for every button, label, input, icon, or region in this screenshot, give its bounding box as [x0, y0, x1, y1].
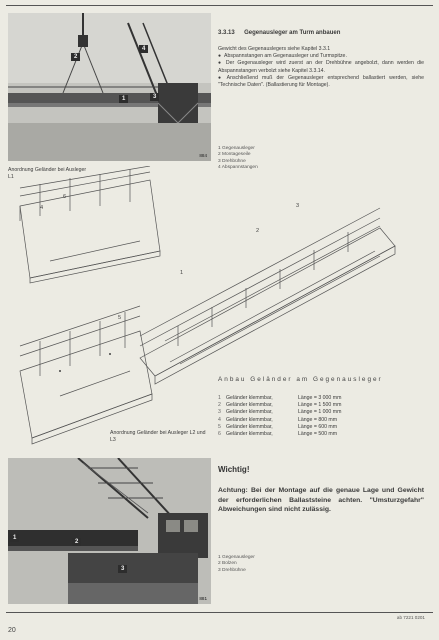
photo-id: 881: [199, 596, 207, 601]
photo-tag-2: 2: [71, 53, 80, 61]
legend-item: 2 Bolzen: [218, 561, 237, 567]
caption-l2-l3: Anordnung Geländer bei Ausleger L2 und L3: [110, 430, 206, 444]
section-bullet-2: ● Der Gegenausleger wird zuerst an der Drehbühne angebolzt, dann werden die Abspannstangen verbolzt siehe Kapitel 3.3.14.: [218, 60, 424, 74]
footer-ref: ab 7221 0201: [396, 615, 425, 620]
legend-item: 1 Gegenausleger: [218, 555, 255, 560]
bottom-rule: [6, 612, 433, 613]
section-number: 3.3.13: [218, 30, 235, 36]
photo-tag-1: 1: [119, 95, 128, 103]
photo-id: 884: [199, 153, 207, 158]
section-title: Gegenausleger am Turm anbauen: [244, 30, 341, 36]
counter-jib-photo: [8, 458, 211, 604]
legend-item: 4 Abspannstangen: [218, 165, 258, 171]
section-intro: Gewicht des Gegenauslegers siehe Kapitel 3.3.1: [218, 46, 331, 52]
railing-item: 1 Geländer klemmbar, Länge = 3 000 mm: [218, 395, 342, 401]
photo-tag-3: 3: [118, 565, 127, 573]
railing-item: 6 Geländer klemmbar, Länge = 500 mm: [218, 431, 338, 438]
photo-tag-3: 3: [150, 93, 159, 101]
top-rule: [6, 5, 433, 6]
photo-tag-1: 1: [10, 534, 19, 542]
legend-item: 3 Drehbühne: [218, 158, 246, 164]
legend-item: 1 Gegenausleger: [218, 146, 255, 151]
photo-tag-4: 4: [139, 45, 148, 53]
section-header: [218, 30, 424, 37]
railing-item: 3 Geländer klemmbar, Länge = 1 000 mm: [218, 409, 342, 416]
railing-item: 2 Geländer klemmbar, Länge = 1 500 mm: [218, 402, 342, 409]
callout-1: 1: [180, 270, 184, 276]
crane-assembly-photo: [8, 13, 211, 161]
section-bullet-1: ● Abspannstangen am Gegenausleger und Turmspitze.: [218, 53, 424, 60]
railing-item: 4 Geländer klemmbar, Länge = 800 mm: [218, 416, 338, 423]
top-photo: [8, 13, 211, 161]
callout-5: 5: [118, 315, 122, 321]
legend-item: 2 Montageseile: [218, 152, 251, 158]
railing-heading: Anbau Geländer am Gegenausleger: [218, 376, 383, 383]
caption-l1: Anordnung Geländer bei Ausleger L1: [8, 167, 87, 181]
railing-list: [218, 395, 408, 438]
railing-item: 5 Geländer klemmbar, Länge = 600 mm: [218, 423, 338, 430]
section-body: [218, 46, 424, 89]
callout-3: 3: [296, 203, 300, 209]
warning-title: Wichtig!: [218, 465, 250, 474]
section-bullet-3: ● Anschließend muß der Gegenausleger entsprechend ballastiert werden, siehe "Technische Daten". (Ballastierung für Montage).: [218, 75, 424, 89]
warning-body: Achtung: Bei der Montage auf die genaue Lage und Gewicht der erforderlichen Ballaststeine achten. "Umsturzgefahr" Abweichungen sind nicht zulässig.: [218, 487, 424, 514]
callout-6: 6: [63, 194, 67, 200]
callout-4: 4: [40, 205, 44, 211]
page-number: 20: [8, 627, 16, 634]
bottom-photo: [8, 458, 211, 604]
callout-2: 2: [256, 228, 260, 234]
bottom-legend: [218, 555, 318, 574]
photo-tag-2: 2: [72, 538, 81, 546]
legend-item: 3 Drehbühne: [218, 567, 246, 573]
